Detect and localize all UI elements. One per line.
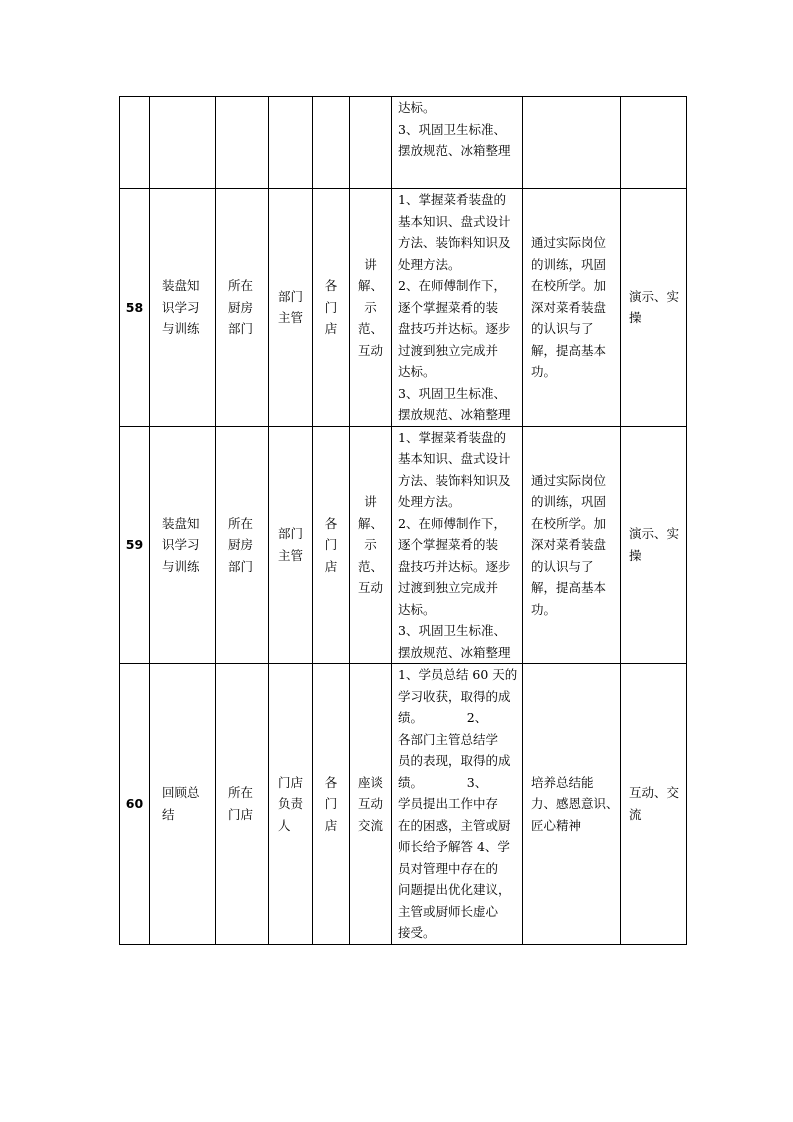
location-text: 各 门 店 [324, 278, 338, 336]
cell-method [350, 97, 392, 189]
cell-evaluation [621, 426, 687, 664]
cell-course [150, 189, 216, 427]
responsible-text: 部门 主管 [278, 526, 304, 563]
table-row-continued [120, 97, 687, 189]
table-row [120, 664, 687, 945]
table-row [120, 189, 687, 427]
responsible-text: 门店 负责 人 [278, 774, 304, 833]
cell-object [216, 97, 269, 189]
cell-location [313, 664, 350, 945]
cell-goal [523, 189, 621, 427]
course-text: 装盘知 识学习 与训练 [162, 278, 200, 336]
evaluation-text: 演示、实 操 [629, 288, 680, 326]
method-text: 讲 解、 示 范、 互动 [357, 256, 383, 358]
object-text: 所在 门店 [228, 785, 254, 822]
goal-text: 通过实际岗位 的训练，巩固 在校所学。加 深对菜肴装盘 的认识与了 解，提高基本 功。 [531, 472, 607, 617]
cell-object [216, 664, 269, 945]
content-text: 1、学员总结 60 天的 学习收获，取得的成 绩。 2、 各部门主管总结学 员的表现，取得的成 绩。 3、 学员提出工作中存 在的困惑，主管或厨 师长给予解答 4、学 员对管理中存在的 问题提出优化建议， 主管或厨师长虚心 接受。 [398, 667, 518, 940]
cell-content [392, 664, 523, 945]
cell-evaluation [621, 189, 687, 427]
object-text: 所在 厨房 部门 [228, 278, 254, 336]
cell-location [313, 189, 350, 427]
evaluation-text: 互动、交 流 [629, 785, 680, 822]
cell-goal [523, 426, 621, 664]
goal-text: 通过实际岗位 的训练，巩固 在校所学。加 深对菜肴装盘 的认识与了 解，提高基本 功。 [531, 235, 607, 379]
row-number: 59 [120, 426, 150, 664]
cell-evaluation [621, 664, 687, 945]
course-text: 回顾总 结 [162, 785, 200, 822]
method-text: 座谈 互动 交流 [357, 774, 383, 833]
cell-course [150, 664, 216, 945]
location-text: 各 门 店 [324, 515, 338, 574]
location-text: 各 门 店 [324, 774, 338, 833]
cell-responsible [269, 426, 313, 664]
cell-object [216, 426, 269, 664]
row-number: 58 [120, 189, 150, 427]
cell-location [313, 97, 350, 189]
evaluation-text: 演示、实 操 [629, 526, 680, 563]
goal-text: 培养总结能 力、感恩意识、 匠心精神 [531, 774, 619, 833]
cell-goal [523, 97, 621, 189]
cell-evaluation [621, 97, 687, 189]
training-plan-table [119, 96, 687, 945]
method-text: 讲 解、 示 范、 互动 [357, 494, 383, 595]
cell-content [392, 426, 523, 664]
cell-content [392, 189, 523, 427]
cell-responsible [269, 664, 313, 945]
content-text: 达标。 3、巩固卫生标准、 摆放规范、冰箱整理 [398, 100, 511, 158]
course-text: 装盘知 识学习 与训练 [162, 515, 200, 574]
cell-method [350, 189, 392, 427]
row-number: 60 [120, 664, 150, 945]
cell-course [150, 97, 216, 189]
cell-responsible [269, 189, 313, 427]
cell-num [120, 97, 150, 189]
cell-method [350, 664, 392, 945]
content-text: 1、掌握菜肴装盘的 基本知识、盘式设计 方法、装饰料知识及 处理方法。 2、在师傅制作下， 逐个掌握菜肴的装 盘技巧并达标。逐步 过渡到独立完成并 达标。 3、巩固卫生标准、 摆放规范、冰箱整理 [398, 429, 511, 660]
content-text: 1、掌握菜肴装盘的 基本知识、盘式设计 方法、装饰料知识及 处理方法。 2、在师傅制作下， 逐个掌握菜肴的装 盘技巧并达标。逐步 过渡到独立完成并 达标。 3、巩固卫生标准、 摆放规范、冰箱整理 [398, 192, 511, 422]
responsible-text: 部门 主管 [278, 288, 304, 326]
cell-responsible [269, 97, 313, 189]
cell-content [392, 97, 523, 189]
cell-method [350, 426, 392, 664]
table-row [120, 426, 687, 664]
cell-goal [523, 664, 621, 945]
cell-course [150, 426, 216, 664]
object-text: 所在 厨房 部门 [228, 515, 254, 574]
cell-location [313, 426, 350, 664]
cell-object [216, 189, 269, 427]
